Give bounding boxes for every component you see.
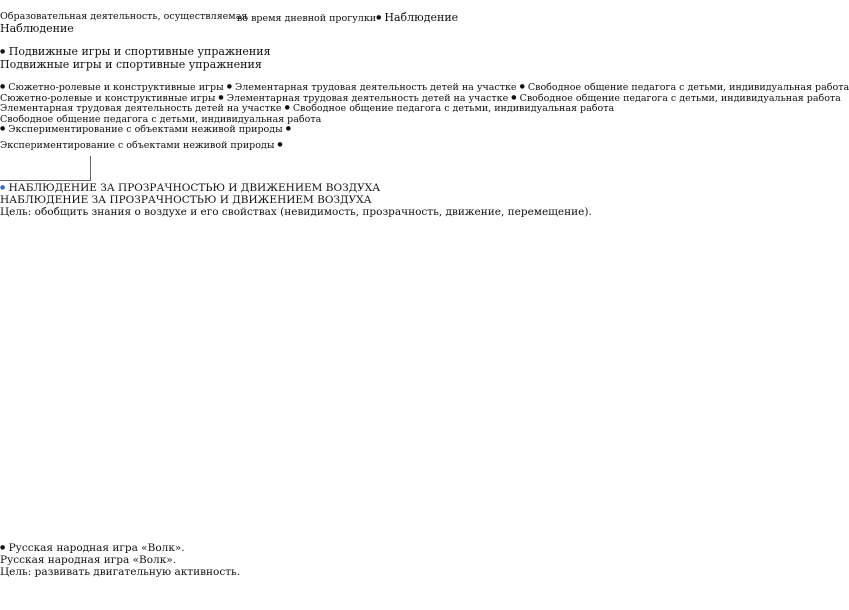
folk-game-goal: Цель: развивать двигательную активность.	[0, 566, 241, 578]
labor-label: Элементарная трудовая деятельность детей на участке	[234, 82, 517, 93]
games-label: Подвижные игры и спортивные упражнения	[8, 45, 271, 58]
bullet-icon: ●	[226, 83, 232, 90]
experiment-label-2: Экспериментирование с объектами неживой природы	[0, 140, 275, 151]
bullet-icon: ●	[285, 125, 291, 132]
observation-goal: Цель: обобщить знания о воздухе и его свойствах (невидимость, прозрачность, движение, перемещение).	[0, 206, 592, 218]
observation-label: Наблюдение	[384, 11, 459, 24]
bullet-icon: ●	[218, 94, 224, 101]
bullet-icon: ●	[277, 141, 283, 148]
header-right-line	[237, 12, 458, 24]
role-play-label: Сюжетно-ролевые и конструктивные игры	[8, 82, 224, 93]
free-talk-label-2: Свободное общение педагога с детьми, индивидуальная работа	[519, 93, 841, 104]
experiment-line-2	[0, 141, 283, 151]
games-label-repeat: Подвижные игры и спортивные упражнения	[0, 58, 262, 71]
bullet-icon: ●	[519, 83, 525, 90]
observation-title-repeat: НАБЛЮДЕНИЕ ЗА ПРОЗРАЧНОСТЬЮ И ДВИЖЕНИЕМ ВОЗДУХА	[0, 194, 372, 206]
bullet-icon: ●	[0, 544, 6, 551]
experiment-label: Экспериментирование с объектами неживой природы	[8, 124, 283, 135]
activities-line-3	[0, 104, 614, 114]
labor-label-2: Элементарная трудовая деятельность детей на участке	[226, 93, 509, 104]
observation-label-repeat: Наблюдение	[0, 22, 74, 35]
divider-horizontal	[0, 180, 91, 181]
free-talk-label-3: Свободное общение педагога с детьми, индивидуальная работа	[292, 103, 615, 114]
folk-game-title-repeat: Русская народная игра «Волк».	[0, 554, 177, 566]
folk-game-title-line	[0, 543, 185, 554]
observation-title-line	[0, 183, 380, 194]
bullet-icon: ●	[0, 48, 6, 55]
bullet-icon: ●	[0, 83, 6, 90]
role-play-label-2: Сюжетно-ролевые и конструктивные игры	[0, 93, 216, 104]
bullet-icon: ●	[0, 184, 6, 191]
header-right: во время дневной прогулки	[237, 13, 377, 24]
activities-bullet-line	[0, 83, 849, 93]
experiment-bullet-line	[0, 125, 291, 135]
folk-game-title: Русская народная игра «Волк».	[8, 542, 185, 554]
labor-label-3: Элементарная трудовая деятельность детей на участке	[0, 103, 282, 114]
header-line	[0, 12, 247, 22]
games-bullet-line	[0, 46, 271, 57]
divider-vertical	[90, 156, 91, 180]
bullet-icon: ●	[376, 14, 382, 21]
free-talk-label-4: Свободное общение педагога с детьми, индивидуальная работа	[0, 114, 322, 125]
bullet-icon: ●	[284, 104, 290, 111]
observation-title: НАБЛЮДЕНИЕ ЗА ПРОЗРАЧНОСТЬЮ И ДВИЖЕНИЕМ ВОЗДУХА	[8, 182, 381, 194]
header-left: Образовательная деятельность, осуществляемая	[0, 11, 248, 22]
free-talk-label: Свободное общение педагога с детьми, индивидуальная работа	[527, 82, 849, 93]
bullet-icon: ●	[0, 125, 6, 132]
bullet-icon: ●	[511, 94, 517, 101]
